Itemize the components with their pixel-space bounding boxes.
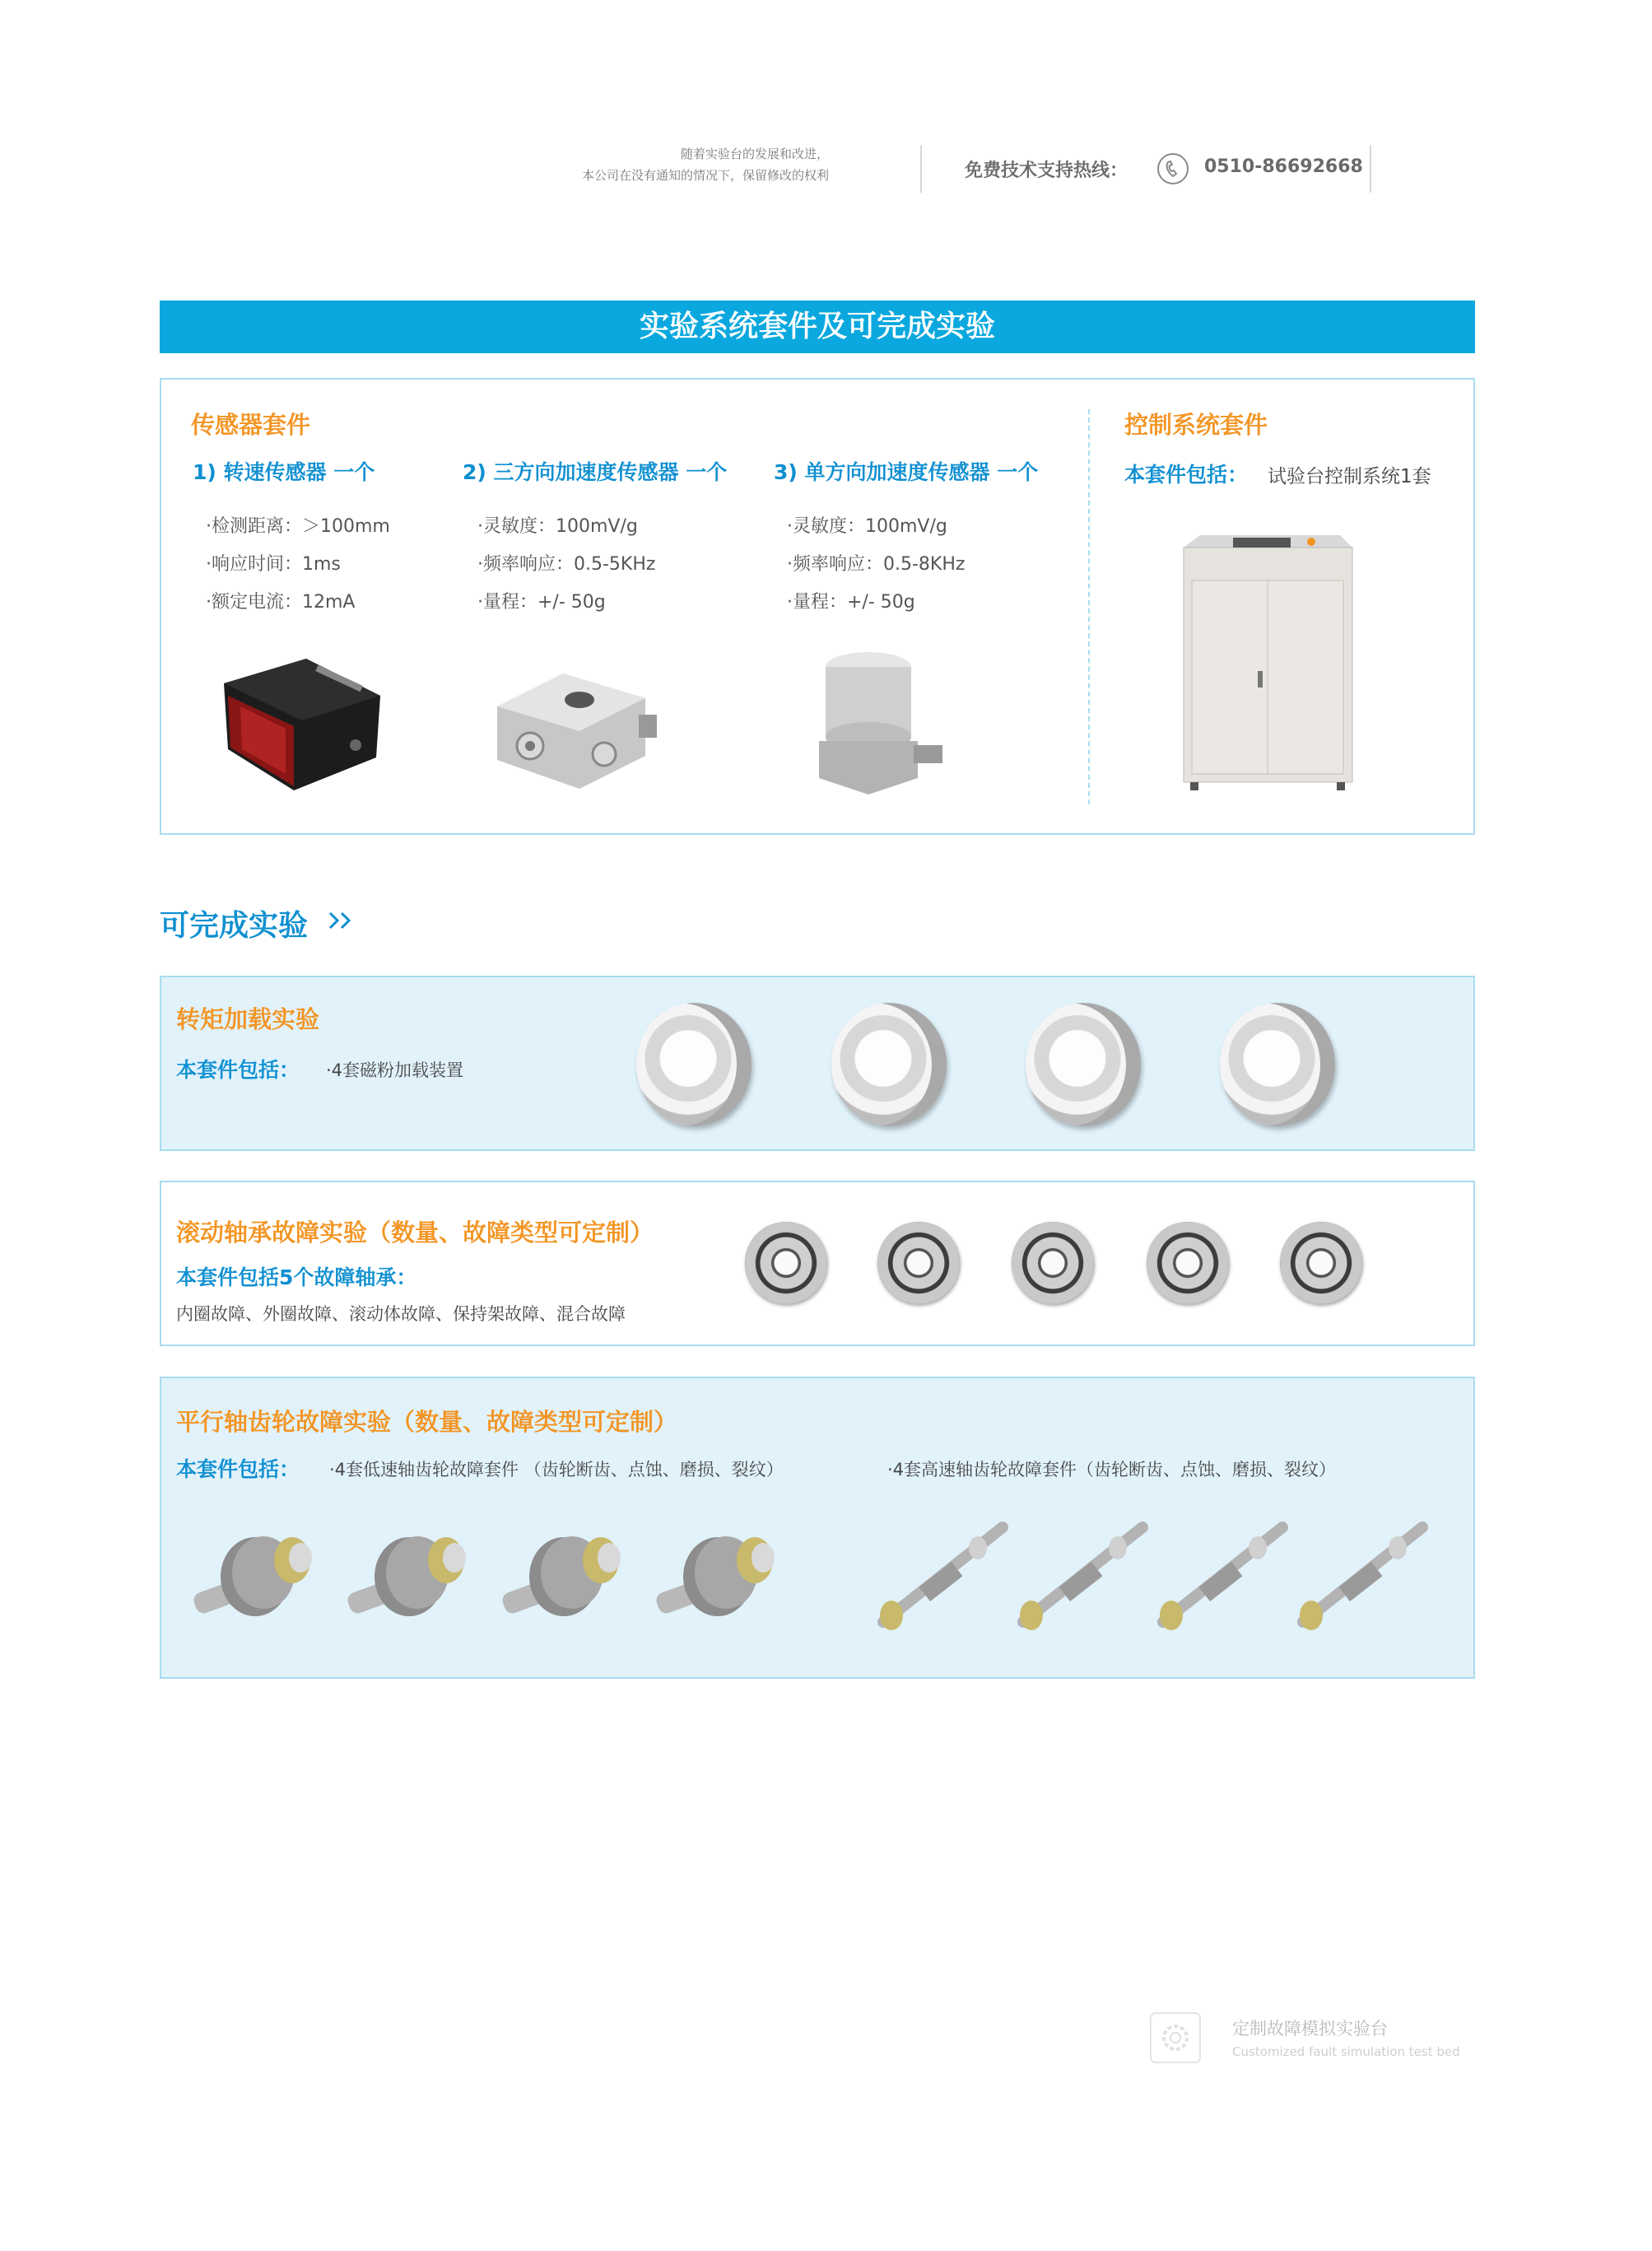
sensor-2-heading: 2) 三方向加速度传感器 一个 bbox=[463, 460, 728, 484]
high-speed-gear-shaft-image bbox=[871, 1515, 1011, 1638]
torque-includes-value: ·4套磁粉加载装置 bbox=[326, 1060, 464, 1080]
gear-includes-label: 本套件包括： bbox=[176, 1457, 300, 1481]
footer-title-cn: 定制故障模拟实验台 bbox=[1232, 2019, 1388, 2039]
uniaxial-accelerometer-image bbox=[815, 646, 947, 799]
low-speed-gear-shaft-image bbox=[339, 1523, 479, 1638]
low-speed-gear-shaft-image bbox=[494, 1523, 634, 1638]
control-includes-label: 本套件包括： bbox=[1124, 463, 1249, 487]
control-kit-title: 控制系统套件 bbox=[1124, 411, 1268, 439]
double-chevron-right-icon bbox=[328, 909, 356, 932]
disclaimer-line-1: 随着实验台的发展和改进， bbox=[680, 147, 829, 161]
torque-title: 转矩加载实验 bbox=[176, 1005, 320, 1033]
section-banner: 实验系统套件及可完成实验 bbox=[160, 301, 1475, 353]
speed-sensor-image bbox=[216, 650, 389, 799]
sensor-1-heading: 1) 转速传感器 一个 bbox=[193, 460, 375, 484]
spec-line: ·额定电流：12mA bbox=[206, 592, 356, 613]
fault-bearing-image bbox=[1280, 1222, 1362, 1304]
high-speed-gear-shaft-image bbox=[1291, 1515, 1431, 1638]
high-speed-gear-shaft-image bbox=[1011, 1515, 1151, 1638]
fault-bearing-image bbox=[1012, 1222, 1094, 1304]
sensor-3-specs bbox=[787, 508, 965, 622]
magnetic-powder-brake-image bbox=[1026, 1003, 1141, 1126]
gear-title: 平行轴齿轮故障实验（数量、故障类型可定制） bbox=[176, 1408, 678, 1436]
fault-bearing-image bbox=[1147, 1222, 1229, 1304]
magnetic-powder-brake-image bbox=[1220, 1003, 1335, 1126]
spec-line: ·灵敏度：100mV/g bbox=[787, 516, 947, 537]
spec-line: ·响应时间：1ms bbox=[206, 554, 341, 575]
gear-high-speed-kit: ·4套高速轴齿轮故障套件（齿轮断齿、点蚀、磨损、裂纹） bbox=[887, 1460, 1337, 1480]
gear-logo-icon bbox=[1149, 2011, 1202, 2064]
footer-title-en: Customized fault simulation test bed bbox=[1232, 2044, 1460, 2059]
sensor-1-specs bbox=[206, 508, 390, 622]
spec-line: ·量程：+/- 50g bbox=[787, 592, 915, 613]
disclaimer-line-2: 本公司在没有通知的情况下，保留修改的权利 bbox=[581, 168, 829, 183]
spec-line: ·量程：+/- 50g bbox=[477, 592, 606, 613]
sensor-kit-title: 传感器套件 bbox=[191, 411, 311, 439]
magnetic-powder-brake-image bbox=[636, 1003, 752, 1126]
bearing-includes-label: 本套件包括5个故障轴承： bbox=[176, 1265, 417, 1289]
sensor-3-heading: 3) 单方向加速度传感器 一个 bbox=[774, 460, 1039, 484]
disclaimer-note bbox=[582, 143, 829, 186]
header-divider-left bbox=[920, 145, 922, 193]
fault-bearing-image bbox=[877, 1222, 960, 1304]
spec-line: ·灵敏度：100mV/g bbox=[477, 516, 638, 537]
low-speed-gear-shaft-image bbox=[648, 1523, 788, 1638]
high-speed-gear-shaft-image bbox=[1151, 1515, 1291, 1638]
fault-bearing-image bbox=[745, 1222, 827, 1304]
hotline-number[interactable]: 0510-86692668 bbox=[1204, 156, 1363, 177]
bearing-fault-types: 内圈故障、外圈故障、滚动体故障、保持架故障、混合故障 bbox=[176, 1304, 626, 1324]
torque-includes-label: 本套件包括： bbox=[176, 1058, 300, 1082]
spec-line: ·检测距离：＞100mm bbox=[206, 516, 390, 537]
phone-icon bbox=[1157, 153, 1189, 184]
bearing-title: 滚动轴承故障实验（数量、故障类型可定制） bbox=[176, 1219, 654, 1247]
low-speed-gear-shaft-image bbox=[185, 1523, 325, 1638]
kit-divider bbox=[1088, 409, 1090, 804]
magnetic-powder-brake-image bbox=[831, 1003, 947, 1126]
control-cabinet-image bbox=[1175, 531, 1358, 795]
experiments-section-title: 可完成实验 bbox=[160, 909, 309, 943]
sensor-2-specs bbox=[477, 508, 655, 622]
spec-line: ·频率响应：0.5-5KHz bbox=[477, 554, 656, 575]
header-divider-right bbox=[1370, 145, 1371, 193]
hotline-label: 免费技术支持热线： bbox=[965, 161, 1128, 181]
triaxial-accelerometer-image bbox=[489, 657, 662, 797]
spec-line: ·频率响应：0.5-8KHz bbox=[787, 554, 966, 575]
gear-low-speed-kit: ·4套低速轴齿轮故障套件 （齿轮断齿、点蚀、磨损、裂纹） bbox=[329, 1460, 784, 1480]
control-includes-value: 试验台控制系统1套 bbox=[1268, 466, 1431, 487]
